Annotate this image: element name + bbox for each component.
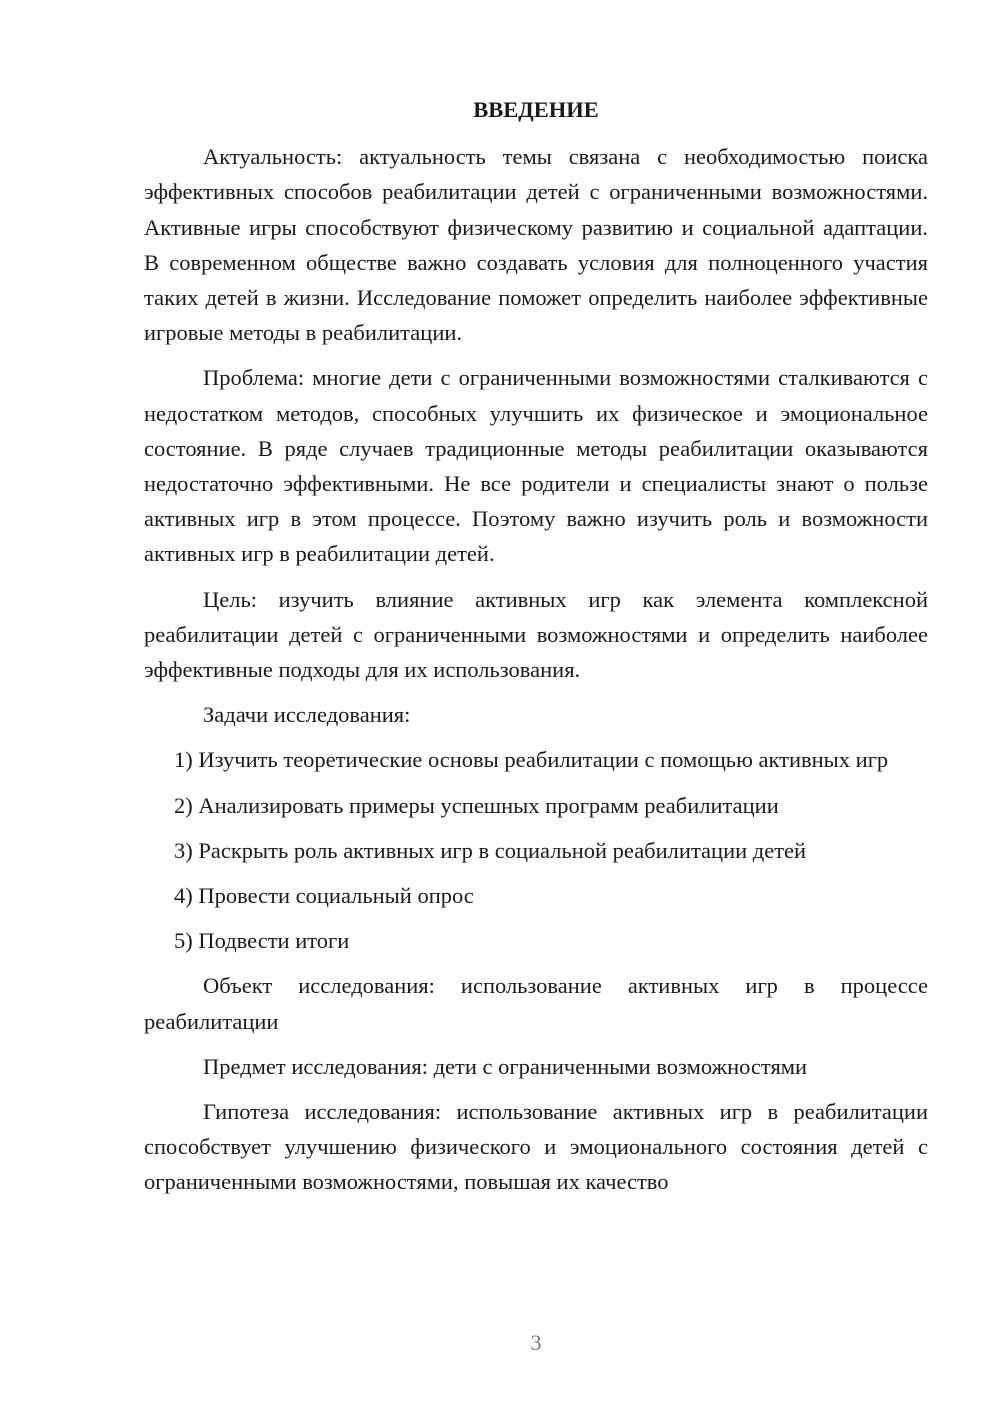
page-content [144, 92, 928, 1210]
task-item-2: 2) Анализировать примеры успешных программ реабилитации [174, 792, 779, 818]
paragraph-object: Объект исследования: использование активных игр в процессе реабилитации [144, 973, 928, 1034]
task-item-5: 5) Подвести итоги [174, 928, 350, 954]
paragraph-hypothesis: Гипотеза исследования: использование активных игр в реабилитации способствует улучшению физического и эмоционального состояния детей с ограниченными возможностями, повышая их качество [144, 1099, 928, 1195]
paragraph-goal: Цель: изучить влияние активных игр как элемента комплексной реабилитации детей с ограниченными возможностями и определить наиболее эффективные подходы для их использования. [144, 586, 928, 683]
task-item-4: 4) Провести социальный опрос [174, 883, 474, 909]
tasks-heading: Задачи исследования: [203, 702, 411, 728]
paragraph-relevance: Актуальность: актуальность темы связана с необходимостью поиска эффективных способов реабилитации детей с ограниченными возможностями. Активные игры способствуют физическому развитию и социальной адаптации. В современном обществе важно создавать условия для полноценного участия таких детей в жизни. Исследование поможет определить наиболее эффективные игровые методы в реабилитации. [144, 144, 928, 346]
task-item-1: 1) Изучить теоретические основы реабилитации с помощью активных игр [174, 747, 889, 773]
paragraph-subject: Предмет исследования: дети с ограниченными возможностями [203, 1053, 808, 1079]
task-item-3: 3) Раскрыть роль активных игр в социальной реабилитации детей [174, 837, 807, 863]
page-number: 3 [530, 1330, 542, 1355]
section-title: ВВЕДЕНИЕ [473, 97, 599, 122]
paragraph-problem: Проблема: многие дети с ограниченными возможностями сталкиваются с недостатком методов, способных улучшить их физическое и эмоциональное состояние. В ряде случаев традиционные методы реабилитации оказываются недостаточно эффективными. Не все родители и специалисты знают о пользе активных игр в этом процессе. Поэтому важно изучить роль и возможности активных игр в реабилитации детей. [144, 365, 928, 567]
